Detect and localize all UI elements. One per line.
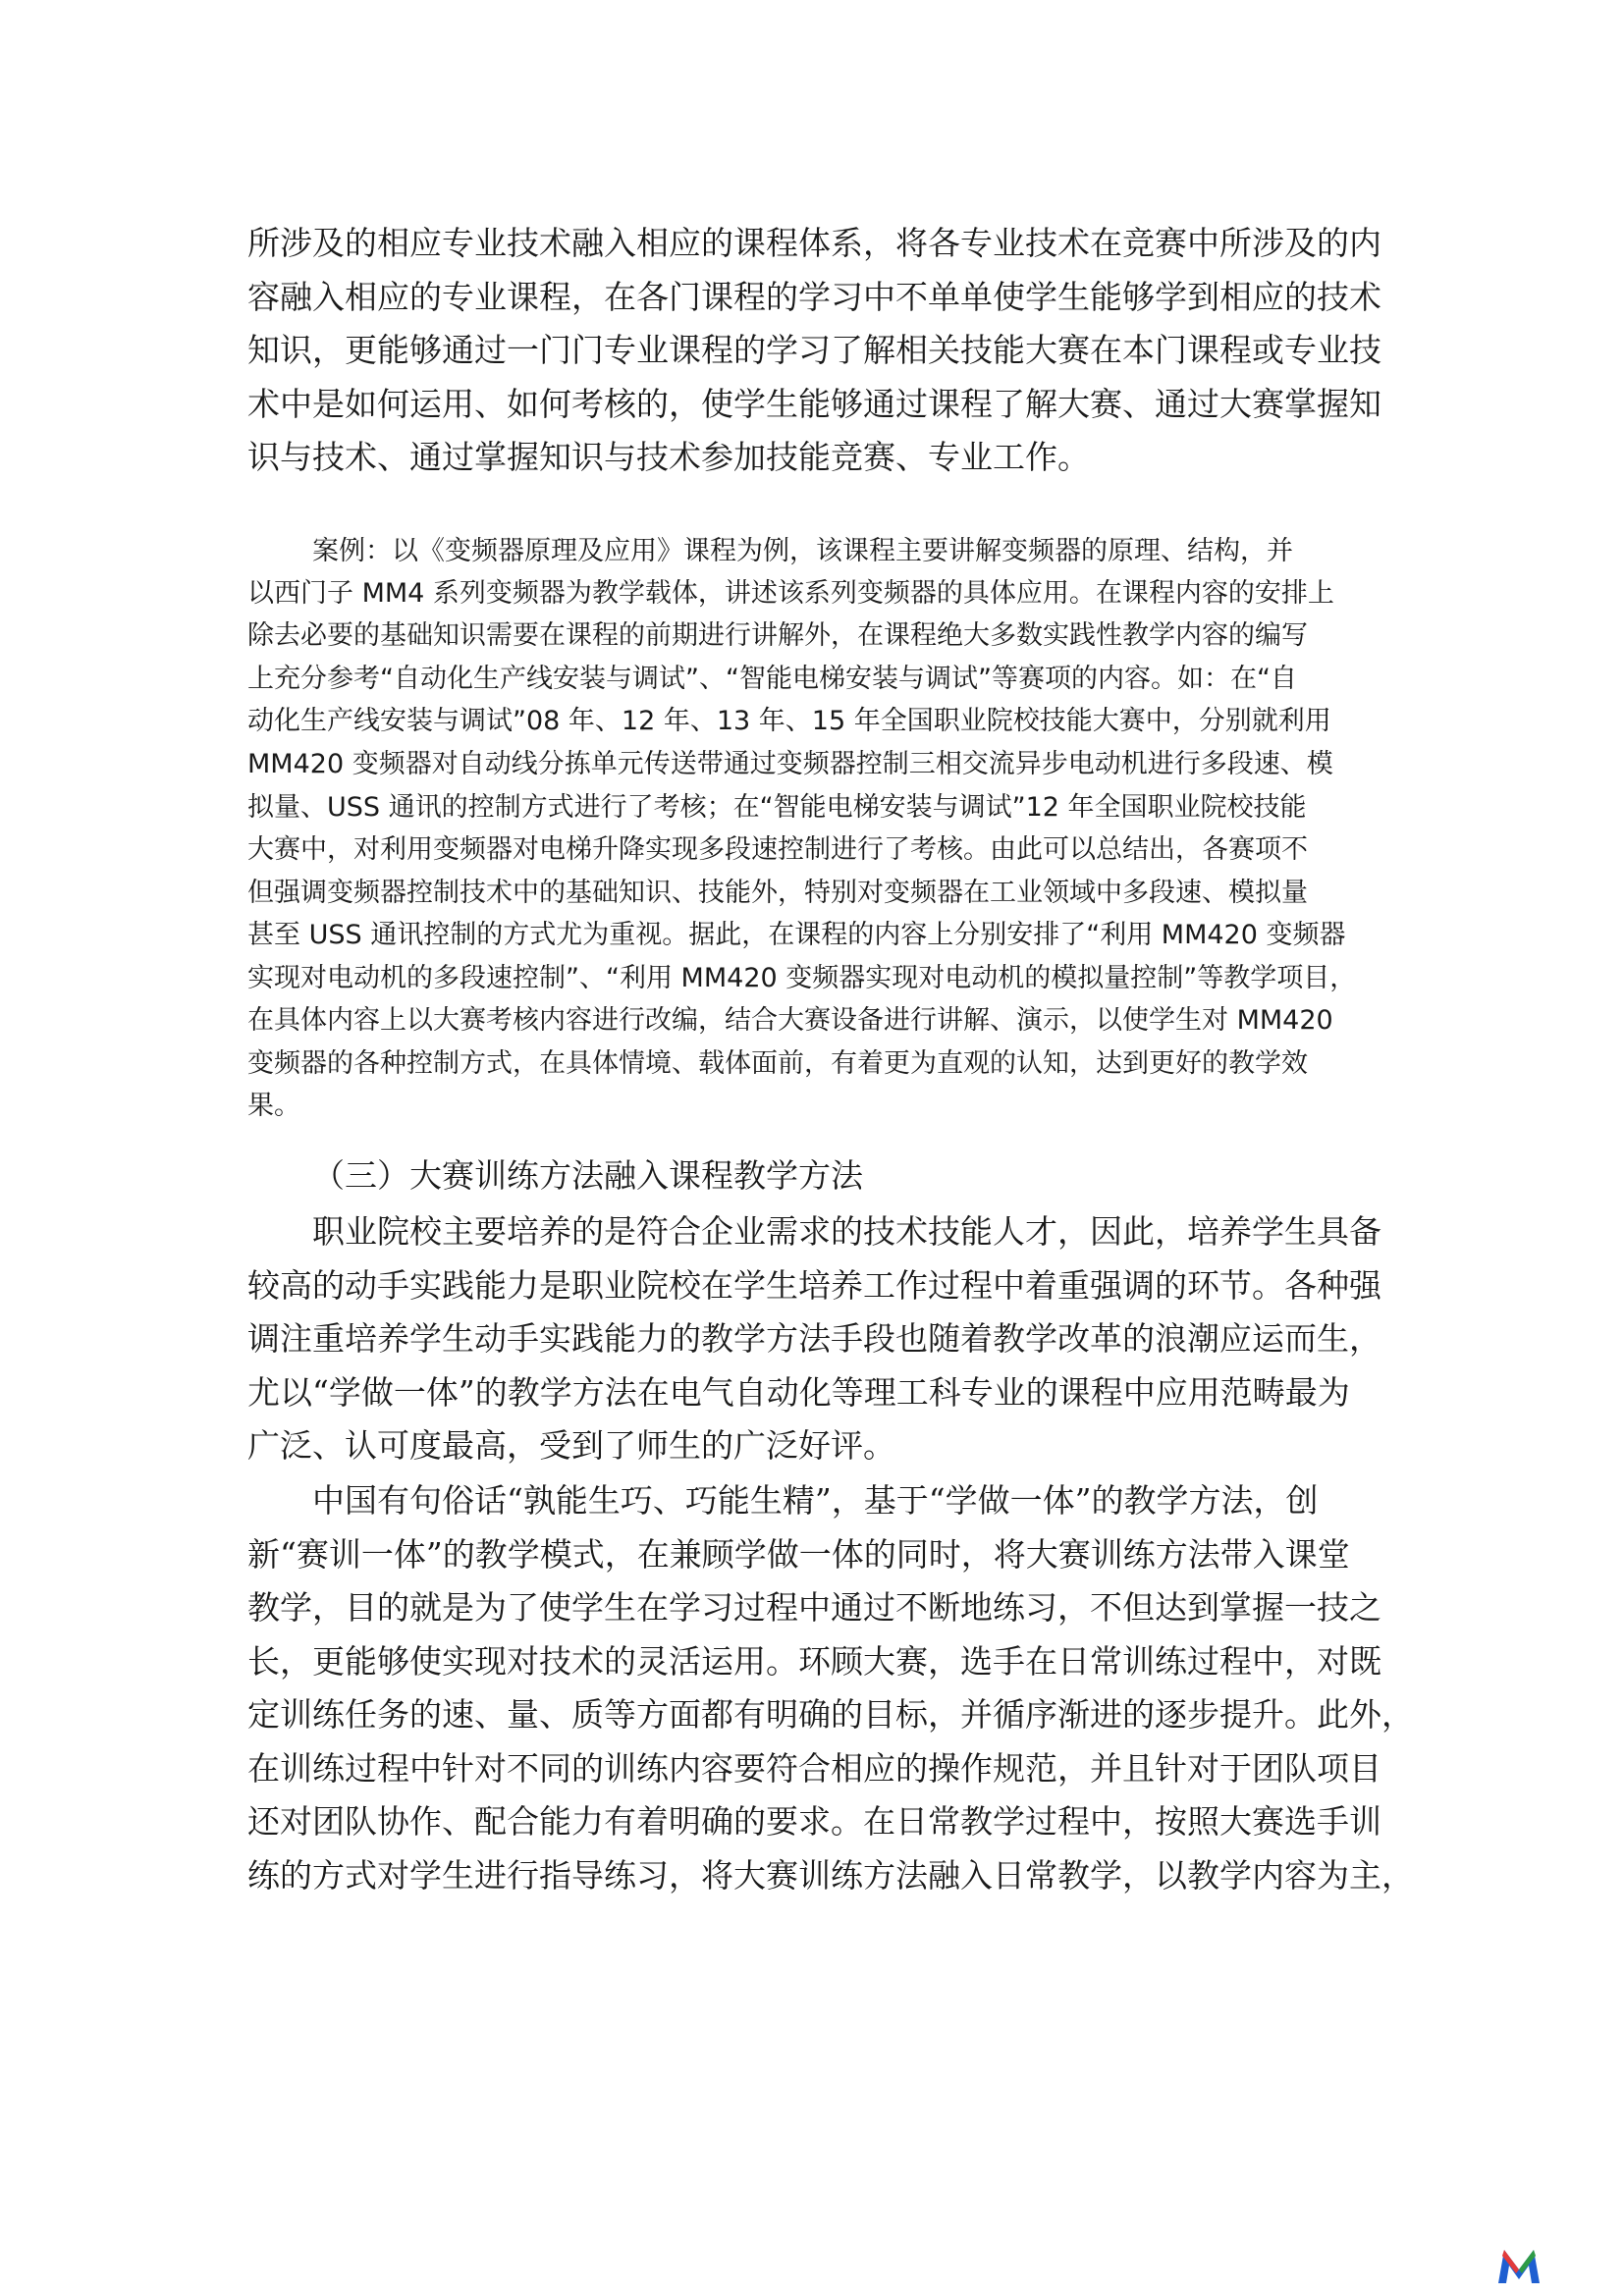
text-line: 还对团队协作、配合能力有着明确的要求。在日常教学过程中，按照大赛选手训 — [247, 1802, 1381, 1841]
text-line: 练的方式对学生进行指导练习，将大赛训练方法融入日常教学，以教学内容为主， — [247, 1856, 1414, 1895]
case-line: 动化生产线安装与调试”08 年、12 年、13 年、15 年全国职业院校技能大赛中，分别就利用 — [247, 706, 1331, 736]
text-line: 识与技术、通过掌握知识与技术参加技能竞赛、专业工作。 — [247, 438, 1090, 476]
case-line: 大赛中，对利用变频器对电梯升降实现多段速控制进行了考核。由此可以总结出，各赛项不 — [247, 834, 1308, 865]
case-line: 拟量、USS 通讯的控制方式进行了考核；在“智能电梯安装与调试”12 年全国职业院校技能 — [247, 792, 1307, 823]
text-line: 中国有句俗话“孰能生巧、巧能生精”，基于“学做一体”的教学方法，创 — [312, 1481, 1319, 1520]
text-line: 所涉及的相应专业技术融入相应的课程体系，将各专业技术在竞赛中所涉及的内 — [247, 224, 1381, 262]
text-line: 教学，目的就是为了使学生在学习过程中通过不断地练习，不但达到掌握一技之 — [247, 1588, 1381, 1627]
text-line: 定训练任务的速、量、质等方面都有明确的目标，并循序渐进的逐步提升。此外， — [247, 1695, 1414, 1734]
text-line: 容融入相应的专业课程，在各门课程的学习中不单单使学生能够学到相应的技术 — [247, 278, 1381, 316]
case-line: 实现对电动机的多段速控制”、“利用 MM420 变频器实现对电动机的模拟量控制”等教学项目， — [247, 963, 1357, 993]
text-line: 在训练过程中针对不同的训练内容要符合相应的操作规范，并且针对于团队项目 — [247, 1749, 1381, 1788]
case-line: 案例：以《变频器原理及应用》课程为例，该课程主要讲解变频器的原理、结构，并 — [312, 536, 1293, 566]
text-line: 知识，更能够通过一门门专业课程的学习了解相关技能大赛在本门课程或专业技 — [247, 331, 1381, 369]
text-line: 职业院校主要培养的是符合企业需求的技术技能人才，因此，培养学生具备 — [312, 1212, 1381, 1251]
case-line: MM420 变频器对自动线分拣单元传送带通过变频器控制三相交流异步电动机进行多段速、模 — [247, 749, 1333, 779]
text-line: 长，更能够使实现对技术的灵活运用。环顾大赛，选手在日常训练过程中，对既 — [247, 1642, 1381, 1681]
case-line: 果。 — [247, 1091, 300, 1121]
text-line: 术中是如何运用、如何考核的，使学生能够通过课程了解大赛、通过大赛掌握知 — [247, 385, 1381, 423]
case-line: 但强调变频器控制技术中的基础知识、技能外，特别对变频器在工业领域中多段速、模拟量 — [247, 878, 1308, 908]
text-line: 尤以“学做一体”的教学方法在电气自动化等理工科专业的课程中应用范畴最为 — [247, 1373, 1350, 1412]
text-line: 调注重培养学生动手实践能力的教学方法手段也随着教学改革的浪潮应运而生， — [247, 1319, 1381, 1358]
text-line: 较高的动手实践能力是职业院校在学生培养工作过程中着重强调的环节。各种强 — [247, 1266, 1381, 1305]
m-logo-icon — [1496, 2246, 1542, 2285]
section-heading: （三）大赛训练方法融入课程教学方法 — [312, 1156, 863, 1195]
case-line: 甚至 USS 通讯控制的方式尤为重视。据此，在课程的内容上分别安排了“利用 MM420 变频器 — [247, 920, 1346, 950]
text-line: 广泛、认可度最高，受到了师生的广泛好评。 — [247, 1426, 895, 1465]
case-line: 除去必要的基础知识需要在课程的前期进行讲解外，在课程绝大多数实践性教学内容的编写 — [247, 620, 1308, 651]
case-line: 上充分参考“自动化生产线安装与调试”、“智能电梯安装与调试”等赛项的内容。如：在“自 — [247, 664, 1297, 694]
case-line: 以西门子 MM4 系列变频器为教学载体，讲述该系列变频器的具体应用。在课程内容的安排上 — [247, 578, 1334, 609]
text-line: 新“赛训一体”的教学模式，在兼顾学做一体的同时，将大赛训练方法带入课堂 — [247, 1535, 1350, 1574]
case-line: 在具体内容上以大赛考核内容进行改编，结合大赛设备进行讲解、演示，以使学生对 MM420 — [247, 1005, 1333, 1036]
case-line: 变频器的各种控制方式，在具体情境、载体面前，有着更为直观的认知，达到更好的教学效 — [247, 1048, 1308, 1079]
